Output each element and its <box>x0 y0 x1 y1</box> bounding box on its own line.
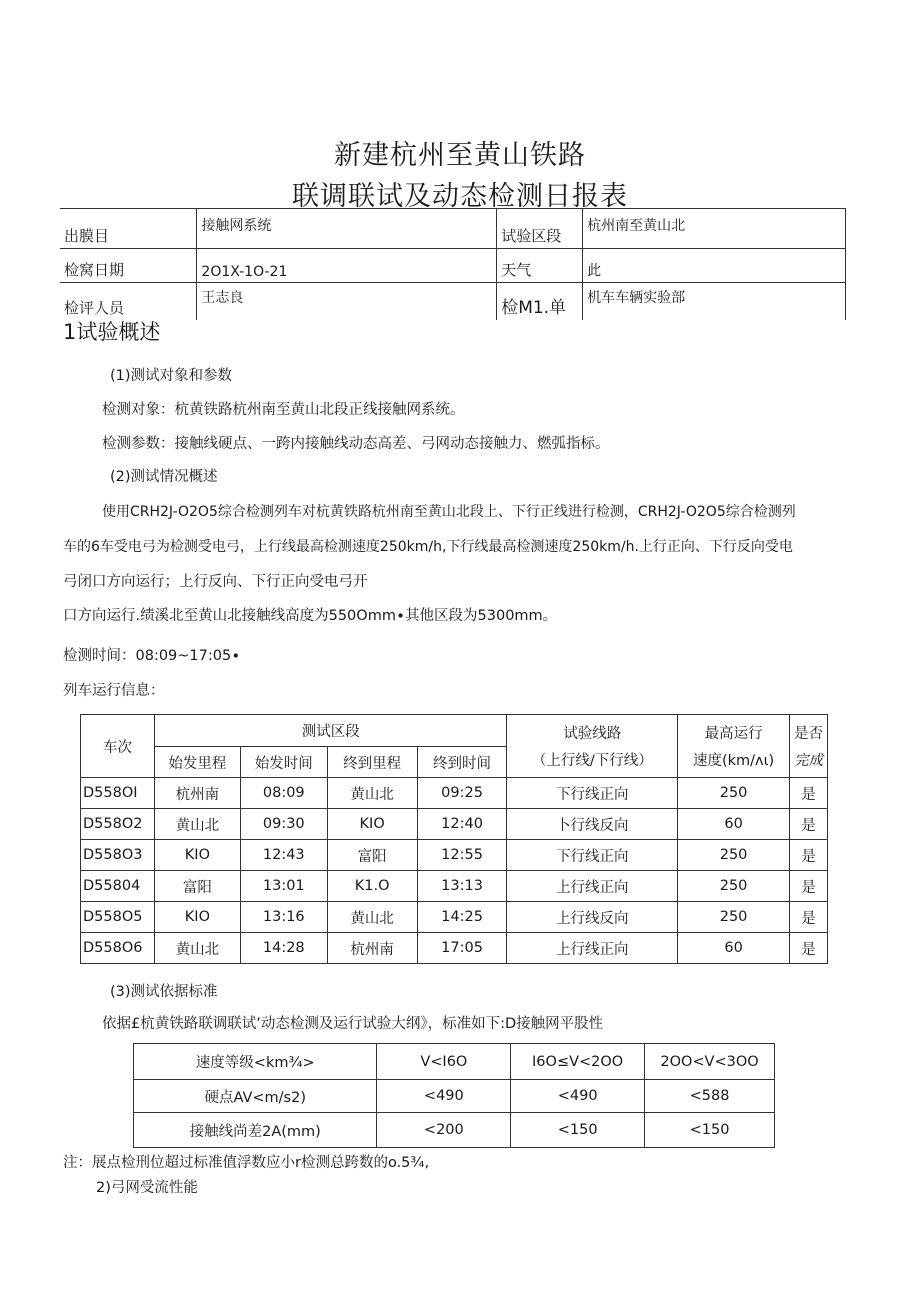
cell-end-km: 黄山北 <box>327 902 417 933</box>
title-line-1: 新建杭州至黄山铁路 <box>334 140 586 171</box>
cell-done: 是 <box>790 871 828 902</box>
std-row-label: 接触线尚差2A(mm) <box>134 1113 377 1148</box>
description-line-1: 使用CRH2J-O2O5综合检测列车对杭黄铁路杭州南至黄山北段上、下行正线进行检测，CRH2J-O2O5综合检测列 <box>102 504 796 520</box>
cell-end-time: 12:55 <box>417 840 507 871</box>
header-speed-line2: 速度(km∕ʌι) <box>692 753 775 769</box>
note-text: 注：展点检刑位超过标准值浮数应小r检测总跨数的o.5¾, <box>63 1155 430 1171</box>
description-line-2: 车的6车受电弓为检测受电弓，上行线最高检测速度250km∕h,下行线最高检测速度250km∕h.上行正向、下行反向受电 <box>63 539 793 555</box>
header-speed-line1: 最高运行 <box>704 726 763 742</box>
cell-train: D558OI <box>81 778 155 809</box>
table-row <box>81 840 828 871</box>
header-route <box>507 715 678 778</box>
cell-start-time: 12:43 <box>240 840 327 871</box>
std-header-speed: 速度等级<km¾> <box>134 1044 377 1080</box>
cell-train: D55804 <box>81 871 155 902</box>
cell-route: 上行线正向 <box>507 871 678 902</box>
header-train: 车次 <box>81 715 155 778</box>
cell-train: D558O2 <box>81 809 155 840</box>
std-cell: <200 <box>377 1113 511 1148</box>
cell-done: 是 <box>790 933 828 964</box>
cell-train: D558O3 <box>81 840 155 871</box>
cell-start-time: 14:28 <box>240 933 327 964</box>
cell-start-time: 09:30 <box>240 809 327 840</box>
cell-start-km: 富阳 <box>154 871 240 902</box>
cell-route: 上行线反向 <box>507 902 678 933</box>
table-row <box>81 871 828 902</box>
table-row <box>134 1113 775 1148</box>
cell-end-time: 12:40 <box>417 809 507 840</box>
cell-speed: 250 <box>678 840 790 871</box>
cell-end-time: 17:05 <box>417 933 507 964</box>
table-row <box>81 933 828 964</box>
cell-start-km: KIO <box>154 902 240 933</box>
cell-end-km: 杭州南 <box>327 933 417 964</box>
cell-end-time: 13:13 <box>417 871 507 902</box>
cell-route: 下行线正向 <box>507 778 678 809</box>
std-cell: <490 <box>511 1080 645 1113</box>
info-section-value: 杭州南至黄山北 <box>583 209 846 249</box>
info-staff-value: 王志良 <box>197 283 497 321</box>
table-row <box>81 778 828 809</box>
standard-table <box>133 1043 775 1148</box>
cell-done: 是 <box>790 902 828 933</box>
subheading-1: (1)测试对象和参数 <box>110 368 233 384</box>
info-date-value: 2O1X-1O-21 <box>197 249 497 283</box>
std-header-range-2: I6O≤V<2OO <box>511 1044 645 1080</box>
cell-speed: 250 <box>678 778 790 809</box>
header-start-km: 始发里程 <box>154 747 240 778</box>
header-done-line1: 是否 <box>794 726 823 742</box>
cell-route: 下行线正向 <box>507 840 678 871</box>
standard-basis-text: 依据£杭黄铁路联调联试’动态检测及运行试验大纲》，标准如下:D接触网平股性 <box>102 1016 604 1032</box>
cell-start-km: 黄山北 <box>154 933 240 964</box>
cell-start-km: 杭州南 <box>154 778 240 809</box>
std-header-range-3: 2OO<V<3OO <box>645 1044 775 1080</box>
subheading-4: 2)弓网受流性能 <box>96 1180 198 1196</box>
cell-train: D558O6 <box>81 933 155 964</box>
header-done-line2: 完成 <box>794 753 823 769</box>
std-cell: <150 <box>511 1113 645 1148</box>
title-line-2: 联调联试及动态检测日报表 <box>292 181 628 212</box>
cell-start-time: 13:01 <box>240 871 327 902</box>
header-done <box>790 715 828 778</box>
info-section-label: 试验区段 <box>497 209 583 249</box>
cell-start-time: 13:16 <box>240 902 327 933</box>
info-weather-label: 天气 <box>497 249 583 283</box>
cell-speed: 250 <box>678 902 790 933</box>
info-weather-value: 此 <box>583 249 846 283</box>
info-subject-label: 出膜目 <box>60 209 197 249</box>
std-cell: <150 <box>645 1113 775 1148</box>
cell-train: D558O5 <box>81 902 155 933</box>
cell-start-time: 08:09 <box>240 778 327 809</box>
subheading-2: (2)测试情况概述 <box>110 469 218 485</box>
header-end-km: 终到里程 <box>327 747 417 778</box>
cell-done: 是 <box>790 778 828 809</box>
cell-end-km: 黄山北 <box>327 778 417 809</box>
cell-end-time: 09:25 <box>417 778 507 809</box>
info-date-label: 检窝日期 <box>60 249 197 283</box>
std-header-range-1: V<I6O <box>377 1044 511 1080</box>
info-subject-value: 接触网系统 <box>197 209 497 249</box>
cell-end-km: 富阳 <box>327 840 417 871</box>
info-unit-label: 检M1.单 <box>497 283 583 321</box>
table-row <box>134 1080 775 1113</box>
std-cell: <490 <box>377 1080 511 1113</box>
test-params-text: 检测参数：接触线硬点、一跨内接触线动态高差、弓网动态接触力、燃弧指标。 <box>102 436 610 452</box>
header-route-line1: 试验线路 <box>563 726 622 742</box>
header-speed <box>678 715 790 778</box>
cell-route: 上行线正向 <box>507 933 678 964</box>
cell-route: 卜行线反向 <box>507 809 678 840</box>
cell-done: 是 <box>790 809 828 840</box>
cell-speed: 60 <box>678 809 790 840</box>
cell-speed: 60 <box>678 933 790 964</box>
info-staff-label: 检评人员 <box>60 283 197 321</box>
test-time-text: 检测时间：08:09~17:05∙ <box>63 648 241 664</box>
info-table <box>60 208 846 320</box>
cell-done: 是 <box>790 840 828 871</box>
info-unit-value: 机车车辆实验部 <box>583 283 846 321</box>
table-row <box>81 902 828 933</box>
test-object-text: 检测对象：杭黄铁路杭州南至黄山北段正线接触网系统。 <box>102 402 465 418</box>
cell-end-km: KIO <box>327 809 417 840</box>
section-1-heading: 1试验概述 <box>63 320 161 344</box>
subheading-3: (3)测试依据标准 <box>110 984 218 1000</box>
table-row <box>81 809 828 840</box>
train-runs-table <box>80 714 828 964</box>
std-cell: <588 <box>645 1080 775 1113</box>
header-start-time: 始发时间 <box>240 747 327 778</box>
train-info-label: 列车运行信息： <box>63 683 165 699</box>
cell-start-km: KIO <box>154 840 240 871</box>
header-route-line2: （上行线/下行线） <box>531 753 653 769</box>
description-line-4: 口方向运行.绩溪北至黄山北接触线高度为550Omm∙其他区段为5300mm。 <box>63 608 558 624</box>
header-section: 测试区段 <box>154 715 507 747</box>
cell-speed: 250 <box>678 871 790 902</box>
header-end-time: 终到时间 <box>417 747 507 778</box>
description-line-3: 弓闭口方向运行；上行反向、下行正向受电弓开 <box>63 574 368 590</box>
cell-end-time: 14:25 <box>417 902 507 933</box>
cell-start-km: 黄山北 <box>154 809 240 840</box>
std-row-label: 硬点AV<m∕s2) <box>134 1080 377 1113</box>
cell-end-km: K1.O <box>327 871 417 902</box>
